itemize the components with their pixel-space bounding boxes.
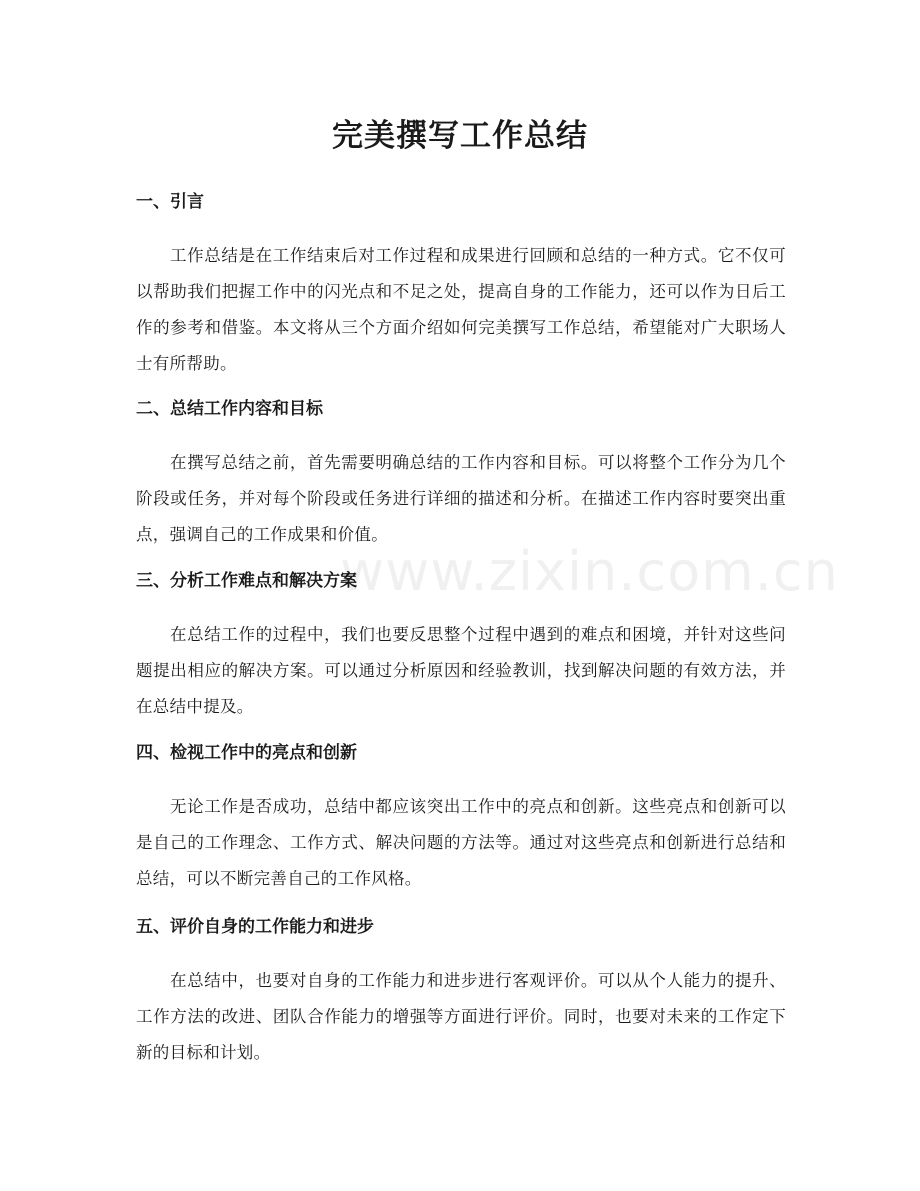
section-paragraph: 在撰写总结之前，首先需要明确总结的工作内容和目标。可以将整个工作分为几个阶段或任务，并对每个阶段或任务进行详细的描述和分析。在描述工作内容时要突出重点，强调自己的工作成果和价值。: [136, 453, 786, 544]
section-heading: 五、评价自身的工作能力和进步: [136, 917, 374, 937]
section-heading: 二、总结工作内容和目标: [136, 399, 323, 419]
section-paragraph: 无论工作是否成功，总结中都应该突出工作中的亮点和创新。这些亮点和创新可以是自己的工作理念、工作方式、解决问题的方法等。通过对这些亮点和创新进行总结和总结，可以不断完善自己的工作风格。: [136, 797, 786, 888]
watermark: www.zixin.com.cn: [340, 540, 839, 603]
section-heading: 三、分析工作难点和解决方案: [136, 571, 357, 591]
section-heading: 四、检视工作中的亮点和创新: [136, 743, 357, 763]
section-heading: 一、引言: [136, 192, 204, 212]
section-difficulties: [136, 569, 786, 725]
section-paragraph: 在总结中，也要对自身的工作能力和进步进行客观评价。可以从个人能力的提升、工作方法的改进、团队合作能力的增强等方面进行评价。同时，也要对未来的工作定下新的目标和计划。: [136, 971, 786, 1062]
document-title: 完美撰写工作总结: [332, 118, 588, 154]
section-paragraph: 工作总结是在工作结束后对工作过程和成果进行回顾和总结的一种方式。它不仅可以帮助我们把握工作中的闪光点和不足之处，提高自身的工作能力，还可以作为日后工作的参考和借鉴。本文将从三个方面介绍如何完美撰写工作总结，希望能对广大职场人士有所帮助。: [136, 246, 786, 373]
section-paragraph: 在总结工作的过程中，我们也要反思整个过程中遇到的难点和困境，并针对这些问题提出相应的解决方案。可以通过分析原因和经验教训，找到解决问题的有效方法，并在总结中提及。: [136, 625, 786, 716]
section-highlights: [136, 741, 786, 897]
section-introduction: [136, 190, 786, 382]
section-content-goals: [136, 397, 786, 553]
section-self-evaluation: [136, 915, 786, 1071]
